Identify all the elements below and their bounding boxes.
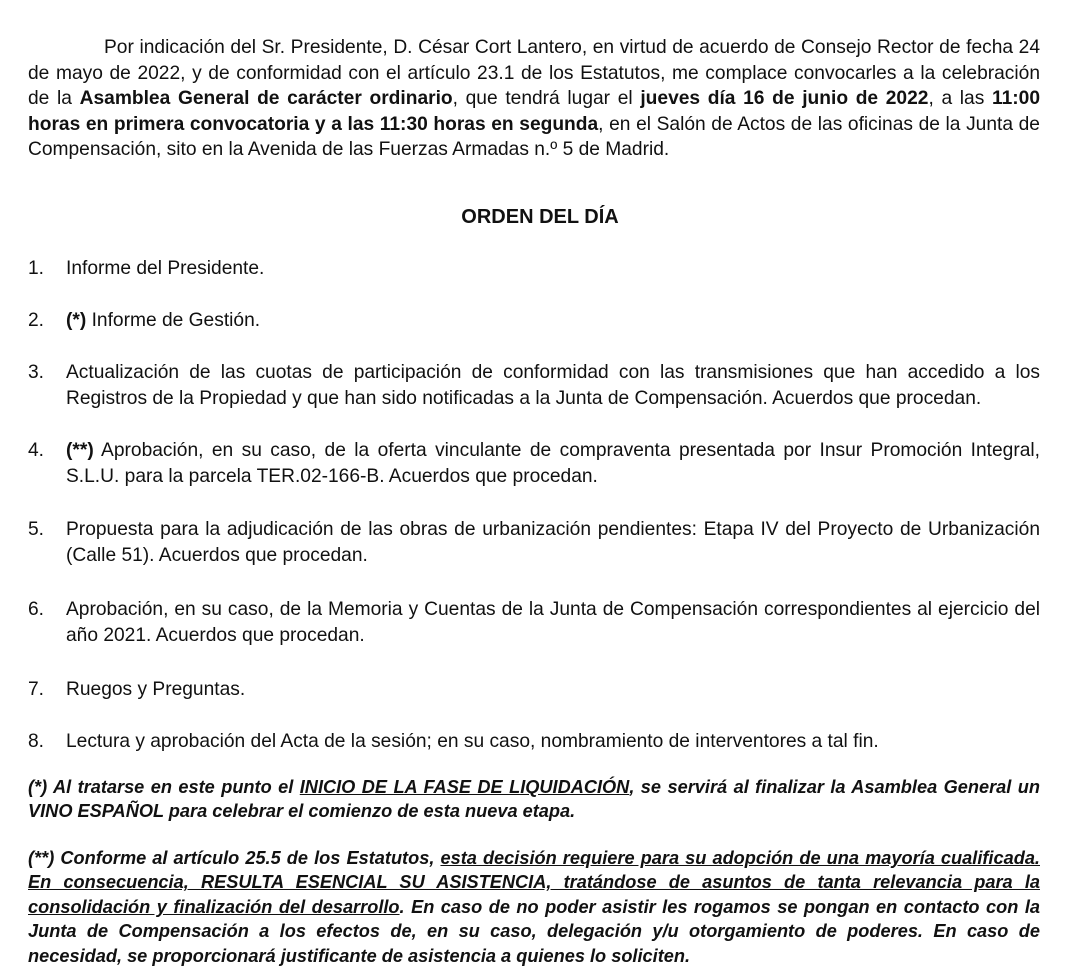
agenda-item-text: Aprobación, en su caso, de la oferta vinculante de compraventa presentada por Insur Promoción Integral, S.L.U. para la parcela TER.02-166-B. Acuerdos que procedan.: [66, 440, 1040, 487]
footnote-underlined-text: esta decisión requiere para su adopción de una mayoría cualificada. En consecuencia, RESULTA ESENCIAL SU ASISTENCIA, tratándose de asuntos de tanta relevancia para la consolidación y finalización del desarrollo: [28, 848, 1040, 917]
intro-bold-date: jueves día 16 de junio de 2022: [640, 88, 929, 109]
agenda-item-number: 2.: [28, 310, 45, 331]
agenda-item-text: Lectura y aprobación del Acta de la sesión; en su caso, nombramiento de interventores a tal fin.: [66, 731, 879, 752]
intro-paragraph: [28, 35, 1040, 163]
agenda-item-number: 6.: [28, 599, 45, 620]
agenda-item-number: 4.: [28, 440, 45, 461]
agenda-item-content: [66, 308, 1040, 334]
footnote-double-asterisk: [28, 846, 1040, 968]
intro-text-2: , que tendrá lugar el: [452, 88, 641, 109]
agenda-item-content: [66, 438, 1040, 490]
agenda-item: [28, 597, 1040, 649]
agenda-item: [28, 256, 1040, 282]
agenda-item-text: Informe de Gestión.: [86, 310, 261, 331]
agenda-item-text: Aprobación, en su caso, de la Memoria y Cuentas de la Junta de Compensación correspondientes al ejercicio del año 2021. Acuerdos que procedan.: [66, 599, 1040, 646]
footnote-text: . En caso de no poder asistir les rogamos se pongan en contacto con la Junta de Compensación a los efectos de, en su caso, delegación y/u otorgamiento de poderes. En caso de necesidad, se proporcionará justificante de asistencia a quienes lo soliciten.: [28, 896, 1040, 966]
agenda-item-number: 5.: [28, 519, 45, 540]
agenda-item: [28, 360, 1040, 412]
footnote-text: (**) Conforme al artículo 25.5 de los Estatutos,: [28, 848, 441, 868]
agenda-item: [28, 308, 1040, 334]
agenda-item-number: 8.: [28, 731, 45, 752]
intro-text-1: Por indicación del Sr. Presidente, D. César Cort Lantero, en virtud de acuerdo de Consejo Rector de fecha 24 de mayo de 2022, y de conformidad con el artículo 23.1 de los Estatutos, me complace convocarles a la celebración de la: [28, 37, 1040, 109]
intro-bold-assembly: Asamblea General de carácter ordinario: [79, 88, 453, 109]
intro-bold-times: 11:00 horas en primera convocatoria y a las 11:30 horas en segunda: [28, 88, 1041, 135]
agenda-item-text: Ruegos y Preguntas.: [66, 679, 246, 700]
agenda-item-text: Propuesta para la adjudicación de las obras de urbanización pendientes: Etapa IV del Proyecto de Urbanización (Calle 51). Acuerdos que procedan.: [66, 519, 1040, 566]
agenda-item: [28, 729, 1040, 755]
agenda-item-text: Informe del Presidente.: [66, 258, 265, 279]
agenda-item-marker: (**): [66, 440, 94, 461]
agenda-heading: ORDEN DEL DÍA: [461, 206, 619, 228]
agenda-item-number: 1.: [28, 258, 45, 279]
footnote-text: (*) Al tratarse en este punto el: [28, 777, 300, 797]
footnote-underlined-text: INICIO DE LA FASE DE LIQUIDACIÓN: [299, 777, 630, 797]
agenda-item-number: 3.: [28, 362, 45, 383]
intro-text-4: , en el Salón de Actos de las oficinas de la Junta de Compensación, sito en la Avenida de las Fuerzas Armadas n.º 5 de Madrid.: [28, 113, 1040, 160]
footnote-text: , se servirá al finalizar la Asamblea General un VINO ESPAÑOL para celebrar el comienzo de esta nueva etapa.: [28, 777, 1040, 822]
agenda-item: [28, 438, 1040, 490]
agenda-item-number: 7.: [28, 679, 45, 700]
agenda-item-marker: (*): [66, 310, 87, 331]
agenda-item-text: Actualización de las cuotas de participación de conformidad con las transmisiones que han accedido a los Registros de la Propiedad y que han sido notificadas a la Junta de Compensación. Acuerdos que procedan.: [66, 362, 1040, 409]
footnote-single-asterisk: [28, 775, 1040, 824]
intro-text-3: , a las: [928, 88, 992, 109]
agenda-item: [28, 677, 1040, 703]
agenda-item: [28, 517, 1040, 569]
